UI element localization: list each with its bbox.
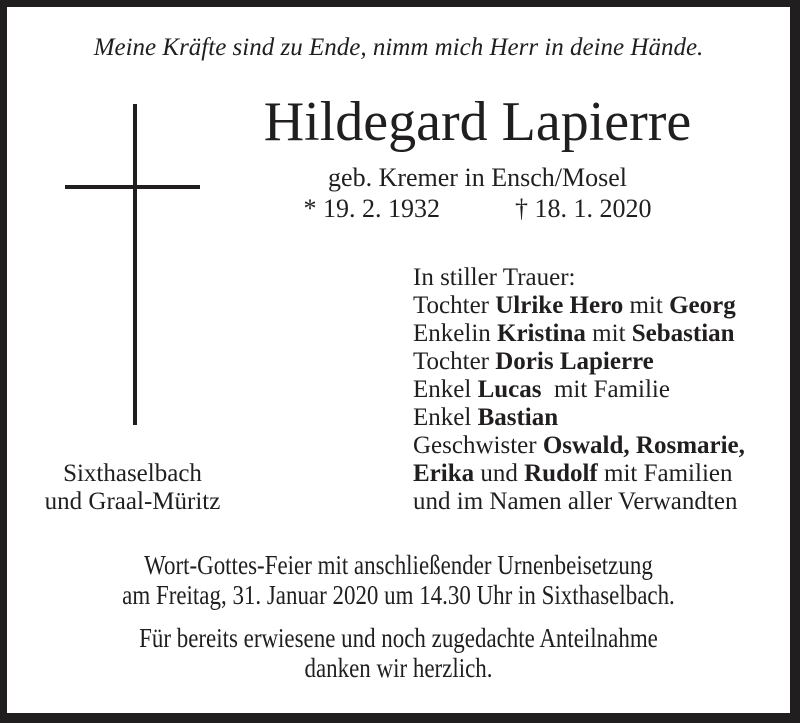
mourner-text: mit Familien xyxy=(597,460,733,487)
mourner-line xyxy=(413,460,745,488)
funeral-line: Wort-Gottes-Feier mit anschließender Urnenbeisetzung xyxy=(144,550,653,580)
mourner-text: mit Familie xyxy=(541,376,670,403)
mourner-text: Enkelin xyxy=(413,320,498,347)
mourner-line xyxy=(413,404,745,432)
mourner-name: Oswald, Rosmarie, xyxy=(542,432,745,459)
mourner-text: Tochter xyxy=(413,348,496,375)
mourner-text: und im Namen aller Verwandten xyxy=(413,488,738,515)
maiden-name-line: geb. Kremer in Ensch/Mosel xyxy=(328,163,627,192)
mourner-line xyxy=(413,292,745,320)
mourner-name: Kristina xyxy=(497,320,586,347)
thanks-line: Für bereits erwiesene und noch zugedachte Anteilnahme xyxy=(139,623,658,653)
residence-line: und Graal-Müritz xyxy=(44,488,221,515)
mourner-text: und xyxy=(474,460,525,487)
mourning-intro: In stiller Trauer: xyxy=(413,264,576,291)
mourner-name: Ulrike Hero xyxy=(495,292,624,319)
memorial-quote: Meine Kräfte sind zu Ende, nimm mich Herr in deine Hände. xyxy=(93,34,704,61)
residence-line: Sixthaselbach xyxy=(63,460,202,487)
thanks-note xyxy=(66,623,732,683)
residence-lines xyxy=(20,460,245,516)
mourner-text: Tochter xyxy=(413,292,496,319)
funeral-line: am Freitag, 31. Januar 2020 um 14.30 Uhr in Sixthaselbach. xyxy=(122,580,675,610)
mourner-text: Enkel xyxy=(413,404,478,431)
mourner-name: Bastian xyxy=(477,404,559,431)
mourner-line xyxy=(413,488,745,516)
mourners-section xyxy=(413,264,745,516)
mourner-text: mit xyxy=(623,292,670,319)
mourner-name: Sebastian xyxy=(631,320,735,347)
funeral-info xyxy=(66,550,732,610)
mourner-text: mit xyxy=(585,320,632,347)
birth-date: * 19. 2. 1932 xyxy=(303,194,440,223)
mourner-text: Geschwister xyxy=(413,432,543,459)
mourner-name: Erika xyxy=(413,460,475,487)
deceased-header xyxy=(165,93,790,224)
deceased-name: Hildegard Lapierre xyxy=(263,91,692,153)
mourner-text: Enkel xyxy=(413,376,478,403)
mourner-name: Rudolf xyxy=(524,460,598,487)
mourner-line xyxy=(413,376,745,404)
mourner-line xyxy=(413,320,745,348)
mourner-name: Doris Lapierre xyxy=(495,348,654,375)
mourner-name: Lucas xyxy=(477,376,542,403)
mourner-line xyxy=(413,348,745,376)
death-date: † 18. 1. 2020 xyxy=(515,194,652,223)
mourners-list xyxy=(413,292,745,516)
life-dates xyxy=(165,194,790,224)
thanks-line: danken wir herzlich. xyxy=(304,653,493,683)
cross-vertical-bar xyxy=(133,104,137,425)
mourner-name: Georg xyxy=(669,292,736,319)
mourner-line xyxy=(413,432,745,460)
